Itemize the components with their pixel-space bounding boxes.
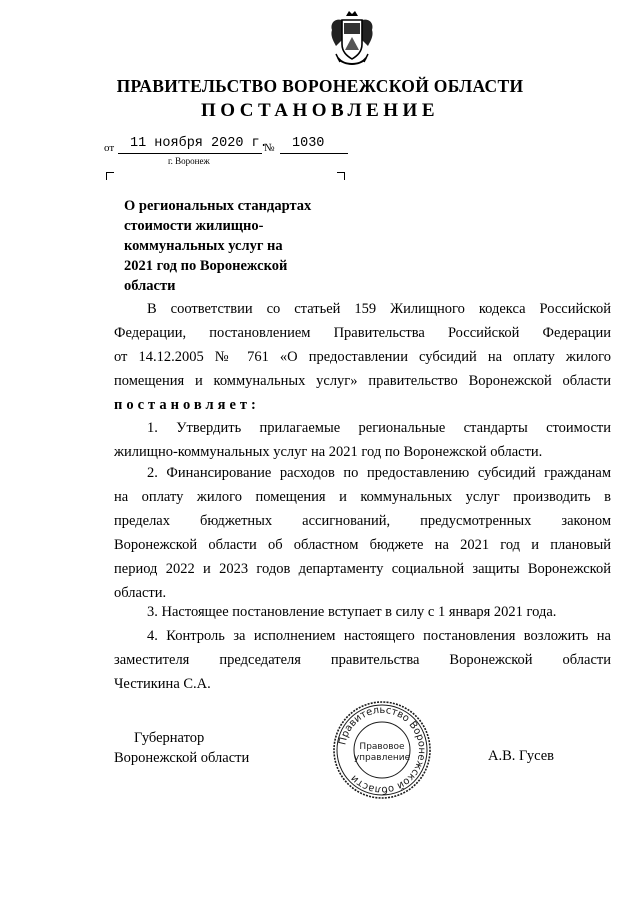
- stamp-center-line: Правовое: [359, 742, 405, 752]
- government-title: ПРАВИТЕЛЬСТВО ВОРОНЕЖСКОЙ ОБЛАСТИ: [116, 76, 524, 96]
- number-underline: [280, 153, 348, 154]
- text-line: 2. Финансирование расходов по предоставлению субсидий гражданам: [147, 465, 611, 481]
- text-line: пределах бюджетных ассигнований, предусмотренных законом: [114, 513, 611, 529]
- date-prefix: от: [104, 142, 115, 154]
- position-line: Губернатор: [134, 730, 205, 746]
- signatory-position: [114, 728, 249, 768]
- text-line: Честикина С.А.: [114, 676, 211, 692]
- date-underline: [118, 153, 262, 154]
- coat-of-arms-icon: [328, 10, 376, 68]
- item-1: [114, 416, 611, 464]
- document-number: 1030: [292, 136, 325, 151]
- subject-line: стоимости жилищно-: [124, 218, 264, 234]
- official-stamp: [331, 699, 433, 801]
- text-line: В соответствии со статьей 159 Жилищного кодекса Российской: [147, 301, 611, 317]
- corner-mark-right: [337, 172, 345, 180]
- position-line: Воронежской области: [114, 750, 250, 766]
- text-line: помещения и коммунальных услуг» правительство Воронежской области: [114, 373, 611, 389]
- text-line: 4. Контроль за исполнением настоящего постановления возложить на: [147, 628, 611, 644]
- stamp-center-line: управление: [353, 753, 411, 763]
- document-date: 11 ноября 2020 г.: [130, 136, 268, 151]
- preamble-paragraph: [114, 297, 611, 393]
- number-sign: №: [264, 142, 275, 154]
- text-line: жилищно-коммунальных услуг на 2021 год по Воронежской области.: [114, 444, 543, 460]
- subject-line: О региональных стандартах: [124, 198, 312, 214]
- city: г. Воронеж: [168, 156, 210, 166]
- item-2: [114, 461, 611, 605]
- signatory-name: А.В. Гусев: [488, 748, 554, 764]
- subject-line: области: [124, 278, 176, 294]
- decree-word: постановляет:: [114, 397, 260, 413]
- text-line: на оплату жилого помещения и коммунальных услуг производить в: [114, 489, 611, 505]
- item-4: [114, 624, 611, 696]
- document-type: ПОСТАНОВЛЕНИЕ: [200, 100, 440, 121]
- text-line: от 14.12.2005 № 761 «О предоставлении субсидий на оплату жилого: [114, 349, 611, 365]
- text-line: области.: [114, 585, 167, 601]
- corner-mark-left: [106, 172, 114, 180]
- text-line: Воронежской области об областном бюджете на 2021 год и плановый: [114, 537, 611, 553]
- subject-line: 2021 год по Воронежской: [124, 258, 288, 274]
- item-3: 3. Настоящее постановление вступает в силу с 1 января 2021 года.: [147, 604, 557, 620]
- text-line: период 2022 и 2023 годов департаменту социальной защиты Воронежской: [114, 561, 611, 577]
- document-subject: [124, 196, 334, 296]
- text-line: заместителя председателя правительства Воронежской области: [114, 652, 611, 668]
- subject-line: коммунальных услуг на: [124, 238, 283, 254]
- text-line: Федерации, постановлением Правительства Российской Федерации: [114, 325, 611, 341]
- stamp-ring-text: Правительство Воронежской области: [337, 704, 428, 796]
- text-line: 1. Утвердить прилагаемые региональные стандарты стоимости: [147, 420, 611, 436]
